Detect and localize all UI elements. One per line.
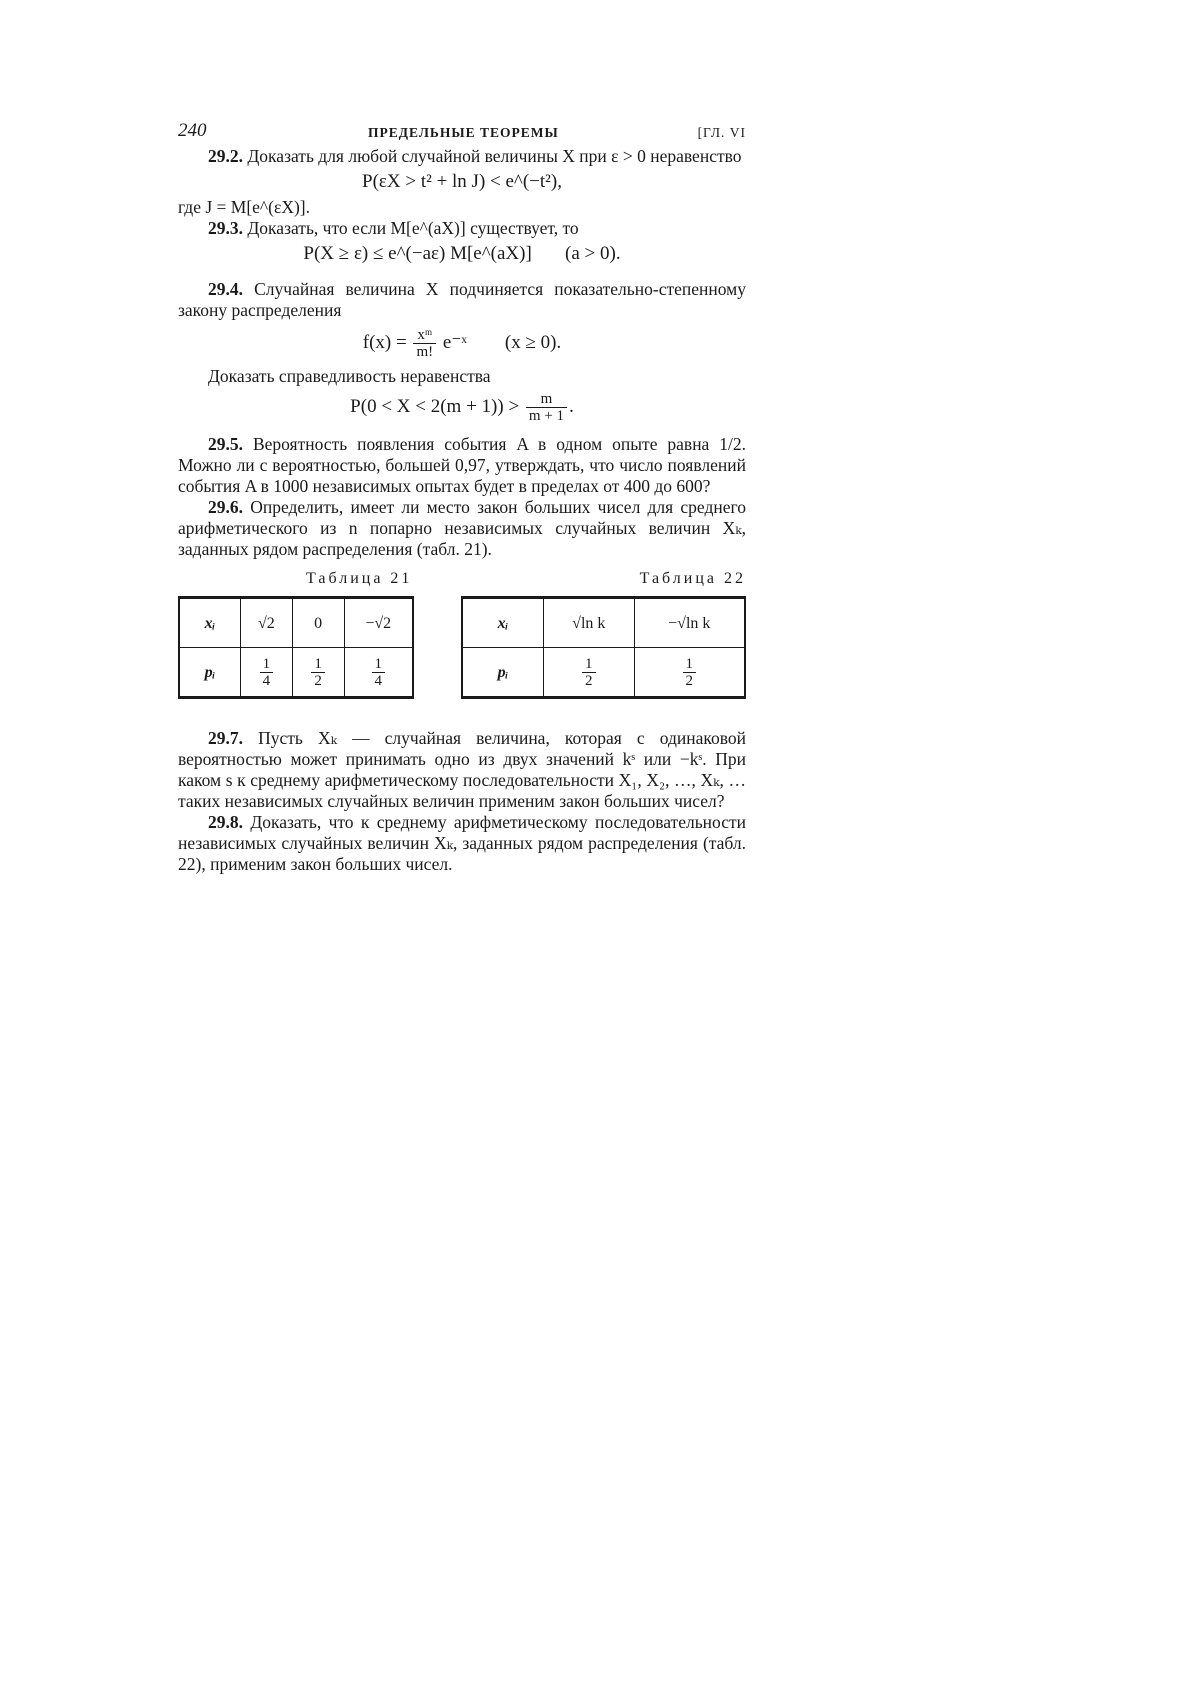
formula-body: P(X ≥ ε) ≤ e^(−aε) M[e^(aX)] xyxy=(303,243,532,264)
problem-29-4 xyxy=(178,279,746,321)
table-cell: √ln k xyxy=(544,598,635,648)
table-cell: −√ln k xyxy=(634,598,745,648)
formula-29-2: P(εX > t² + ln J) < e^(−t²), xyxy=(362,171,562,192)
table-22-caption: Таблица 22 xyxy=(639,570,746,587)
row-label-x: xᵢ xyxy=(179,598,241,648)
table-row xyxy=(179,598,413,648)
density-formula xyxy=(178,327,746,360)
problem-text: Определить, имеет ли место закон больших чисел для среднего арифметического из n попарно независимых случайных величин Xₖ, заданных рядом распределения (табл. 21). xyxy=(178,497,747,559)
table-21-caption: Таблица 21 xyxy=(306,570,413,587)
fraction-denominator: m + 1 xyxy=(526,407,567,424)
table-cell xyxy=(344,648,413,698)
book-page xyxy=(178,120,746,875)
problem-29-4-prove: Доказать справедливость неравенства xyxy=(208,366,491,386)
inequality-left: P(0 < X < 2(m + 1)) > xyxy=(350,395,520,417)
problem-number: 29.8. xyxy=(208,812,243,832)
formula-where: где J = M[e^(εX)]. xyxy=(178,197,310,217)
fraction-denominator: 2 xyxy=(311,672,325,689)
problem-number: 29.4. xyxy=(208,279,243,299)
table-cell xyxy=(241,648,293,698)
table-cell xyxy=(634,648,745,698)
table-row xyxy=(462,648,745,698)
density-right: e⁻ˣ xyxy=(442,331,467,353)
fraction-numerator: 1 xyxy=(262,655,271,672)
formula-29-3 xyxy=(178,239,746,269)
problem-number: 29.3. xyxy=(208,218,243,238)
fraction-numerator: xᵐ xyxy=(417,327,433,343)
fraction-denominator: 4 xyxy=(260,672,274,689)
problem-29-5 xyxy=(178,434,746,497)
formula-condition: (a > 0). xyxy=(565,243,621,264)
problem-29-2 xyxy=(178,146,746,167)
table-row xyxy=(462,598,745,648)
fraction-numerator: 1 xyxy=(685,655,694,672)
problem-number: 29.7. xyxy=(208,728,243,748)
problem-text: Доказать, что к среднему арифметическому последовательности независимых случайных величин Xₖ, заданных рядом распределения (табл. 22), применим закон больших чисел. xyxy=(178,812,747,874)
row-label-p: pᵢ xyxy=(179,648,241,698)
problem-29-6 xyxy=(178,497,746,560)
inequality-formula xyxy=(178,391,746,424)
table-22 xyxy=(461,596,746,699)
distribution-tables xyxy=(178,568,746,718)
density-fraction xyxy=(413,327,436,360)
table-row xyxy=(179,648,413,698)
table-cell: −√2 xyxy=(344,598,413,648)
problem-text: Доказать, что если M[e^(aX)] существует, то xyxy=(247,218,579,238)
problem-text: Случайная величина X подчиняется показательно-степенному закону распределения xyxy=(178,279,747,320)
inequality-end: . xyxy=(569,395,574,417)
table-cell: √2 xyxy=(241,598,293,648)
problem-29-3 xyxy=(178,218,746,239)
row-label-x: xᵢ xyxy=(462,598,544,648)
problem-29-7 xyxy=(178,728,746,812)
fraction-numerator: 1 xyxy=(374,655,382,672)
running-title: ПРЕДЕЛЬНЫЕ ТЕОРЕМЫ xyxy=(368,125,559,140)
problem-text: Доказать для любой случайной величины X при ε > 0 неравенство xyxy=(247,146,742,166)
problem-text: Пусть Xₖ — случайная величина, которая с одинаковой вероятностью может принимать одно из двух значений kˢ или −kˢ. При каком s к среднему арифметическому последовательности X₁, X₂, …, Xₖ, … таких независимых случайных величин применим закон больших чисел? xyxy=(178,728,746,811)
fraction-numerator: 1 xyxy=(314,655,322,672)
running-header xyxy=(178,120,746,146)
table-cell xyxy=(544,648,635,698)
density-condition: (x ≥ 0). xyxy=(504,331,562,353)
inequality-fraction xyxy=(526,391,567,424)
table-cell xyxy=(292,648,344,698)
fraction-numerator: 1 xyxy=(585,655,593,672)
fraction-numerator: m xyxy=(540,391,553,407)
table-21 xyxy=(178,596,414,699)
fraction-denominator: 4 xyxy=(372,672,386,689)
problem-number: 29.2. xyxy=(208,146,243,166)
problem-29-8 xyxy=(178,812,746,875)
fraction-denominator: m! xyxy=(413,343,436,360)
density-left: f(x) = xyxy=(362,331,407,353)
problem-number: 29.6. xyxy=(208,497,243,517)
problem-text: Вероятность появления события A в одном опыте равна 1/2. Можно ли с вероятностью, большей 0,97, утверждать, что число появлений события A в 1000 независимых опытах будет в пределах от 400 до 600? xyxy=(178,434,747,496)
chapter-label: [ГЛ. VI xyxy=(697,125,746,140)
fraction-denominator: 2 xyxy=(582,672,596,689)
table-cell: 0 xyxy=(292,598,344,648)
page-number: 240 xyxy=(178,120,207,141)
problem-number: 29.5. xyxy=(208,434,243,454)
row-label-p: pᵢ xyxy=(462,648,544,698)
fraction-denominator: 2 xyxy=(683,672,697,689)
